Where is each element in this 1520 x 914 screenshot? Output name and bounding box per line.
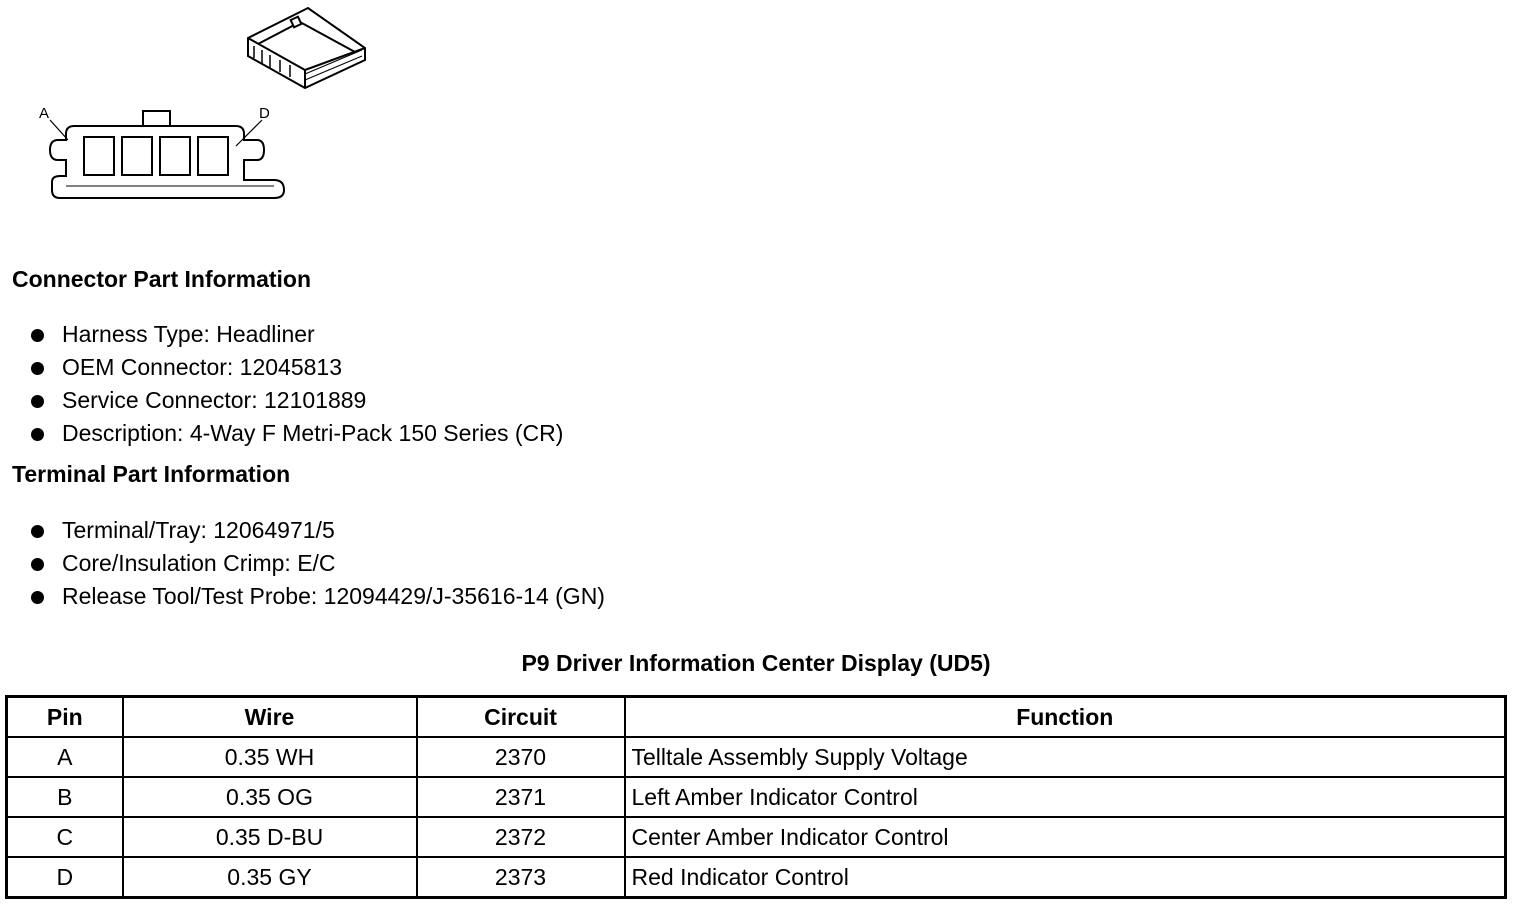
pin-cell: D [7, 857, 123, 898]
bullet-icon [31, 428, 44, 441]
pin-table [5, 695, 1507, 899]
terminal-part-list [28, 514, 605, 613]
wire-cell: 0.35 D-BU [123, 817, 417, 857]
list-item [28, 417, 563, 450]
description-text: Description: 4-Way F Metri-Pack 150 Series (CR) [62, 420, 564, 446]
list-item [28, 514, 605, 547]
wire-cell: 0.35 WH [123, 737, 417, 777]
release-tool-text: Release Tool/Test Probe: 12094429/J-35616-14 (GN) [62, 583, 605, 609]
table-header-row [7, 697, 1506, 738]
terminal-tray-text: Terminal/Tray: 12064971/5 [62, 517, 335, 543]
pin-d-label: D [259, 105, 270, 122]
pin-cell: C [7, 817, 123, 857]
bullet-icon [31, 362, 44, 375]
connector-face-drawing [0, 0, 400, 220]
circuit-cell: 2371 [417, 777, 625, 817]
header-circuit: Circuit [417, 697, 625, 738]
table-row [7, 857, 1506, 898]
header-function: Function [625, 697, 1506, 738]
bullet-icon [31, 395, 44, 408]
connector-isometric-view [248, 8, 365, 88]
pin-cell: B [7, 777, 123, 817]
list-item [28, 580, 605, 613]
pin-a-label: A [39, 105, 50, 122]
table-row [7, 737, 1506, 777]
circuit-cell: 2373 [417, 857, 625, 898]
list-item [28, 351, 563, 384]
header-pin: Pin [7, 697, 123, 738]
harness-type-text: Harness Type: Headliner [62, 321, 315, 347]
table-row [7, 817, 1506, 857]
table-row [7, 777, 1506, 817]
list-item [28, 547, 605, 580]
wire-cell: 0.35 OG [123, 777, 417, 817]
function-cell: Center Amber Indicator Control [625, 817, 1506, 857]
connector-part-heading: Connector Part Information [12, 266, 312, 292]
oem-connector-text: OEM Connector: 12045813 [62, 354, 343, 380]
terminal-part-heading: Terminal Part Information [12, 461, 291, 487]
pin-table-title: P9 Driver Information Center Display (UD5) [521, 650, 991, 676]
service-connector-text: Service Connector: 12101889 [62, 387, 367, 413]
wire-cell: 0.35 GY [123, 857, 417, 898]
function-cell: Red Indicator Control [625, 857, 1506, 898]
bullet-icon [31, 329, 44, 342]
bullet-icon [31, 591, 44, 604]
function-cell: Left Amber Indicator Control [625, 777, 1506, 817]
connector-part-list [28, 318, 563, 450]
bullet-icon [31, 525, 44, 538]
circuit-cell: 2372 [417, 817, 625, 857]
header-wire: Wire [123, 697, 417, 738]
crimp-text: Core/Insulation Crimp: E/C [62, 550, 336, 576]
list-item [28, 318, 563, 351]
list-item [28, 384, 563, 417]
connector-face-view [50, 111, 284, 198]
bullet-icon [31, 558, 44, 571]
function-cell: Telltale Assembly Supply Voltage [625, 737, 1506, 777]
pin-cell: A [7, 737, 123, 777]
circuit-cell: 2370 [417, 737, 625, 777]
